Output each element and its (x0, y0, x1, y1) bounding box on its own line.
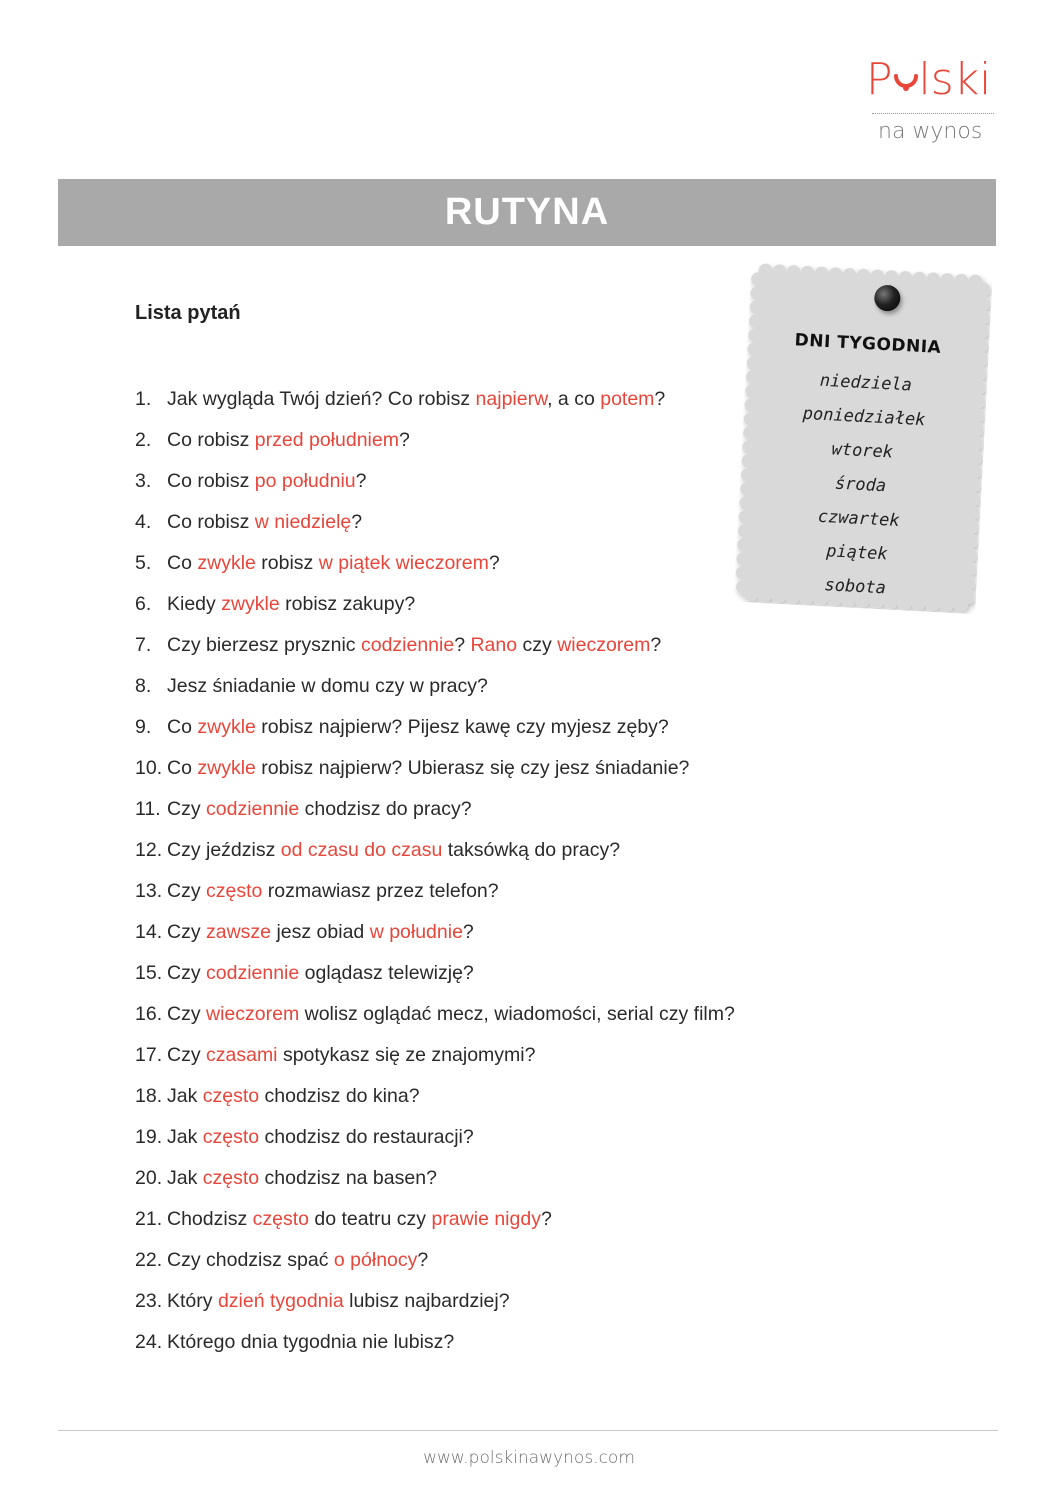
logo-wordmark (866, 54, 992, 105)
note-title: DNI TYGODNIA (794, 330, 942, 358)
question-fragment: Którego dnia tygodnia nie lubisz? (167, 1331, 455, 1353)
question-fragment: ? (355, 470, 367, 492)
question-number: 17. (135, 1044, 163, 1066)
question-fragment: ? (417, 1249, 429, 1271)
question-fragment: Czy jeździsz (167, 839, 281, 861)
question-number: 7. (135, 634, 152, 656)
question-item (135, 959, 855, 1000)
question-fragment: spotykasz się ze znajomymi? (277, 1044, 536, 1066)
logo-smile-icon (893, 64, 919, 94)
question-number: 19. (135, 1126, 163, 1148)
question-text (167, 1123, 474, 1164)
question-text (167, 754, 689, 795)
question-text (167, 1205, 552, 1246)
question-number: 13. (135, 880, 163, 902)
highlighted-phrase: często (202, 1167, 260, 1189)
highlighted-phrase: po południu (254, 470, 356, 492)
highlighted-phrase: o północy (333, 1249, 418, 1271)
question-fragment: chodzisz do pracy? (299, 798, 472, 820)
question-item (135, 1164, 855, 1205)
question-fragment: ? (462, 921, 474, 943)
question-fragment: ? (654, 388, 666, 410)
question-item (135, 1246, 855, 1287)
question-number: 16. (135, 1003, 163, 1025)
question-text (167, 549, 500, 590)
question-text (167, 672, 488, 713)
question-item (135, 836, 855, 877)
question-number: 20. (135, 1167, 163, 1189)
highlighted-phrase: w niedzielę (254, 511, 352, 533)
question-fragment: jesz obiad (271, 921, 370, 943)
day-item: wtorek (831, 439, 894, 463)
question-item (135, 1000, 855, 1041)
question-fragment: Co (167, 716, 198, 738)
question-number: 11. (135, 798, 161, 820)
question-item (135, 672, 855, 713)
question-fragment: Czy (167, 962, 206, 984)
question-fragment: Czy (167, 1003, 206, 1025)
question-text (167, 795, 472, 836)
question-text (167, 508, 362, 549)
question-fragment: czy (517, 634, 558, 656)
question-fragment: Jak (167, 1085, 203, 1107)
highlighted-phrase: wieczorem (557, 634, 651, 656)
question-text (167, 385, 665, 426)
logo-letters-lski: lski (918, 54, 992, 105)
question-item (135, 1287, 855, 1328)
footer-divider (58, 1430, 998, 1431)
question-number: 2. (135, 429, 152, 451)
highlighted-phrase: zwykle (197, 757, 256, 779)
question-text (167, 1246, 428, 1287)
day-item: poniedziałek (802, 403, 926, 431)
question-fragment: robisz najpierw? Ubierasz się czy jesz śniadanie? (255, 757, 690, 779)
question-item (135, 1205, 855, 1246)
highlighted-phrase: często (206, 880, 263, 902)
question-item (135, 918, 855, 959)
list-title: Lista pytań (135, 302, 241, 324)
question-fragment: Jesz śniadanie w domu czy w pracy? (167, 675, 488, 697)
question-number: 21. (135, 1208, 163, 1230)
day-item: sobota (824, 575, 887, 599)
day-item: środa (834, 473, 887, 497)
logo-divider (872, 113, 994, 114)
question-text (167, 959, 474, 1000)
question-text (167, 1287, 510, 1328)
question-number: 23. (135, 1290, 163, 1312)
question-number: 9. (135, 716, 152, 738)
question-fragment: robisz (255, 552, 319, 574)
question-number: 14. (135, 921, 163, 943)
question-fragment: Czy (167, 798, 206, 820)
highlighted-phrase: prawie nigdy (431, 1208, 541, 1230)
question-fragment: wolisz oglądać mecz, wiadomości, serial czy film? (299, 1003, 735, 1025)
question-item (135, 877, 855, 918)
highlighted-phrase: codziennie (360, 634, 455, 656)
question-number: 12. (135, 839, 163, 861)
highlighted-phrase: często (202, 1085, 260, 1107)
highlighted-phrase: czasami (206, 1044, 278, 1066)
highlighted-phrase: najpierw (475, 388, 548, 410)
question-number: 4. (135, 511, 152, 533)
day-item: piątek (825, 541, 889, 565)
question-text (167, 1041, 535, 1082)
question-fragment: ? (454, 634, 471, 656)
footer-url: www.polskinawynos.com (423, 1448, 635, 1468)
question-number: 5. (135, 552, 152, 574)
question-item (135, 713, 855, 754)
question-item (135, 631, 855, 672)
question-fragment: ? (650, 634, 662, 656)
question-fragment: robisz najpierw? Pijesz kawę czy myjesz zęby? (255, 716, 669, 738)
question-fragment: Chodzisz (167, 1208, 253, 1230)
question-number: 10. (135, 757, 163, 779)
question-fragment: chodzisz do restauracji? (259, 1126, 474, 1148)
day-item: czwartek (817, 506, 901, 532)
question-fragment: Czy (167, 880, 206, 902)
question-text (167, 836, 620, 877)
question-fragment: Co robisz (167, 511, 255, 533)
question-fragment: Co (167, 552, 198, 574)
highlighted-phrase: zwykle (197, 552, 256, 574)
question-fragment: Czy (167, 1044, 206, 1066)
question-text (167, 426, 410, 467)
highlighted-phrase: codziennie (206, 962, 300, 984)
logo-subtitle: na wynos (878, 119, 983, 144)
question-fragment: Jak wygląda Twój dzień? Co robisz (167, 388, 476, 410)
question-fragment: Czy (167, 921, 206, 943)
question-item (135, 795, 855, 836)
question-text (167, 877, 499, 918)
question-fragment: Kiedy (167, 593, 222, 615)
question-text (167, 1164, 437, 1205)
question-item (135, 754, 855, 795)
question-fragment: taksówką do pracy? (442, 839, 621, 861)
question-number: 15. (135, 962, 163, 984)
highlighted-phrase: wieczorem (206, 1003, 300, 1025)
question-fragment: , a co (547, 388, 601, 410)
question-item (135, 1082, 855, 1123)
highlighted-phrase: potem (600, 388, 655, 410)
question-fragment: Co robisz (167, 429, 255, 451)
highlighted-phrase: przed południem (254, 429, 399, 451)
logo (862, 54, 1002, 154)
days-list (733, 360, 987, 610)
question-fragment: lubisz najbardziej? (343, 1290, 510, 1312)
highlighted-phrase: dzień tygodnia (217, 1290, 344, 1312)
question-fragment: Czy chodzisz spać (167, 1249, 334, 1271)
question-text (167, 631, 661, 672)
question-text (167, 467, 366, 508)
title-banner (58, 179, 996, 246)
highlighted-phrase: często (202, 1126, 260, 1148)
question-fragment: Co (167, 757, 198, 779)
highlighted-phrase: zwykle (221, 593, 280, 615)
question-fragment: robisz zakupy? (279, 593, 416, 615)
highlighted-phrase: Rano (470, 634, 518, 656)
question-number: 24. (135, 1331, 163, 1353)
logo-letter-p: P (866, 54, 893, 105)
question-fragment: chodzisz do kina? (259, 1085, 420, 1107)
question-fragment: ? (540, 1208, 552, 1230)
question-fragment: Czy bierzesz prysznic (167, 634, 361, 656)
highlighted-phrase: w południe (369, 921, 463, 943)
question-item (135, 1041, 855, 1082)
question-number: 18. (135, 1085, 163, 1107)
question-text (167, 590, 415, 631)
question-fragment: Co robisz (167, 470, 255, 492)
highlighted-phrase: zawsze (206, 921, 272, 943)
highlighted-phrase: często (252, 1208, 309, 1230)
question-text (167, 918, 474, 959)
highlighted-phrase: codziennie (206, 798, 300, 820)
question-fragment: Który (167, 1290, 218, 1312)
question-item (135, 1328, 855, 1369)
question-text (167, 713, 669, 754)
question-fragment: Jak (167, 1167, 203, 1189)
question-item (135, 1123, 855, 1164)
question-fragment: do teatru czy (308, 1208, 432, 1230)
highlighted-phrase: zwykle (197, 716, 256, 738)
question-fragment: oglądasz telewizję? (299, 962, 474, 984)
days-note-card (733, 262, 992, 614)
question-text (167, 1000, 735, 1041)
question-fragment: chodzisz na basen? (259, 1167, 437, 1189)
page-title: RUTYNA (444, 191, 610, 233)
question-number: 8. (135, 675, 152, 697)
question-text (167, 1328, 454, 1369)
highlighted-phrase: w piątek wieczorem (318, 552, 489, 574)
question-number: 1. (135, 388, 152, 410)
question-fragment: ? (351, 511, 363, 533)
question-number: 3. (135, 470, 152, 492)
question-fragment: Jak (167, 1126, 203, 1148)
question-fragment: rozmawiasz przez telefon? (262, 880, 499, 902)
question-fragment: ? (398, 429, 410, 451)
highlighted-phrase: od czasu do czasu (280, 839, 443, 861)
question-fragment: ? (488, 552, 500, 574)
day-item: niedziela (819, 370, 913, 396)
question-text (167, 1082, 420, 1123)
question-number: 22. (135, 1249, 163, 1271)
question-number: 6. (135, 593, 152, 615)
